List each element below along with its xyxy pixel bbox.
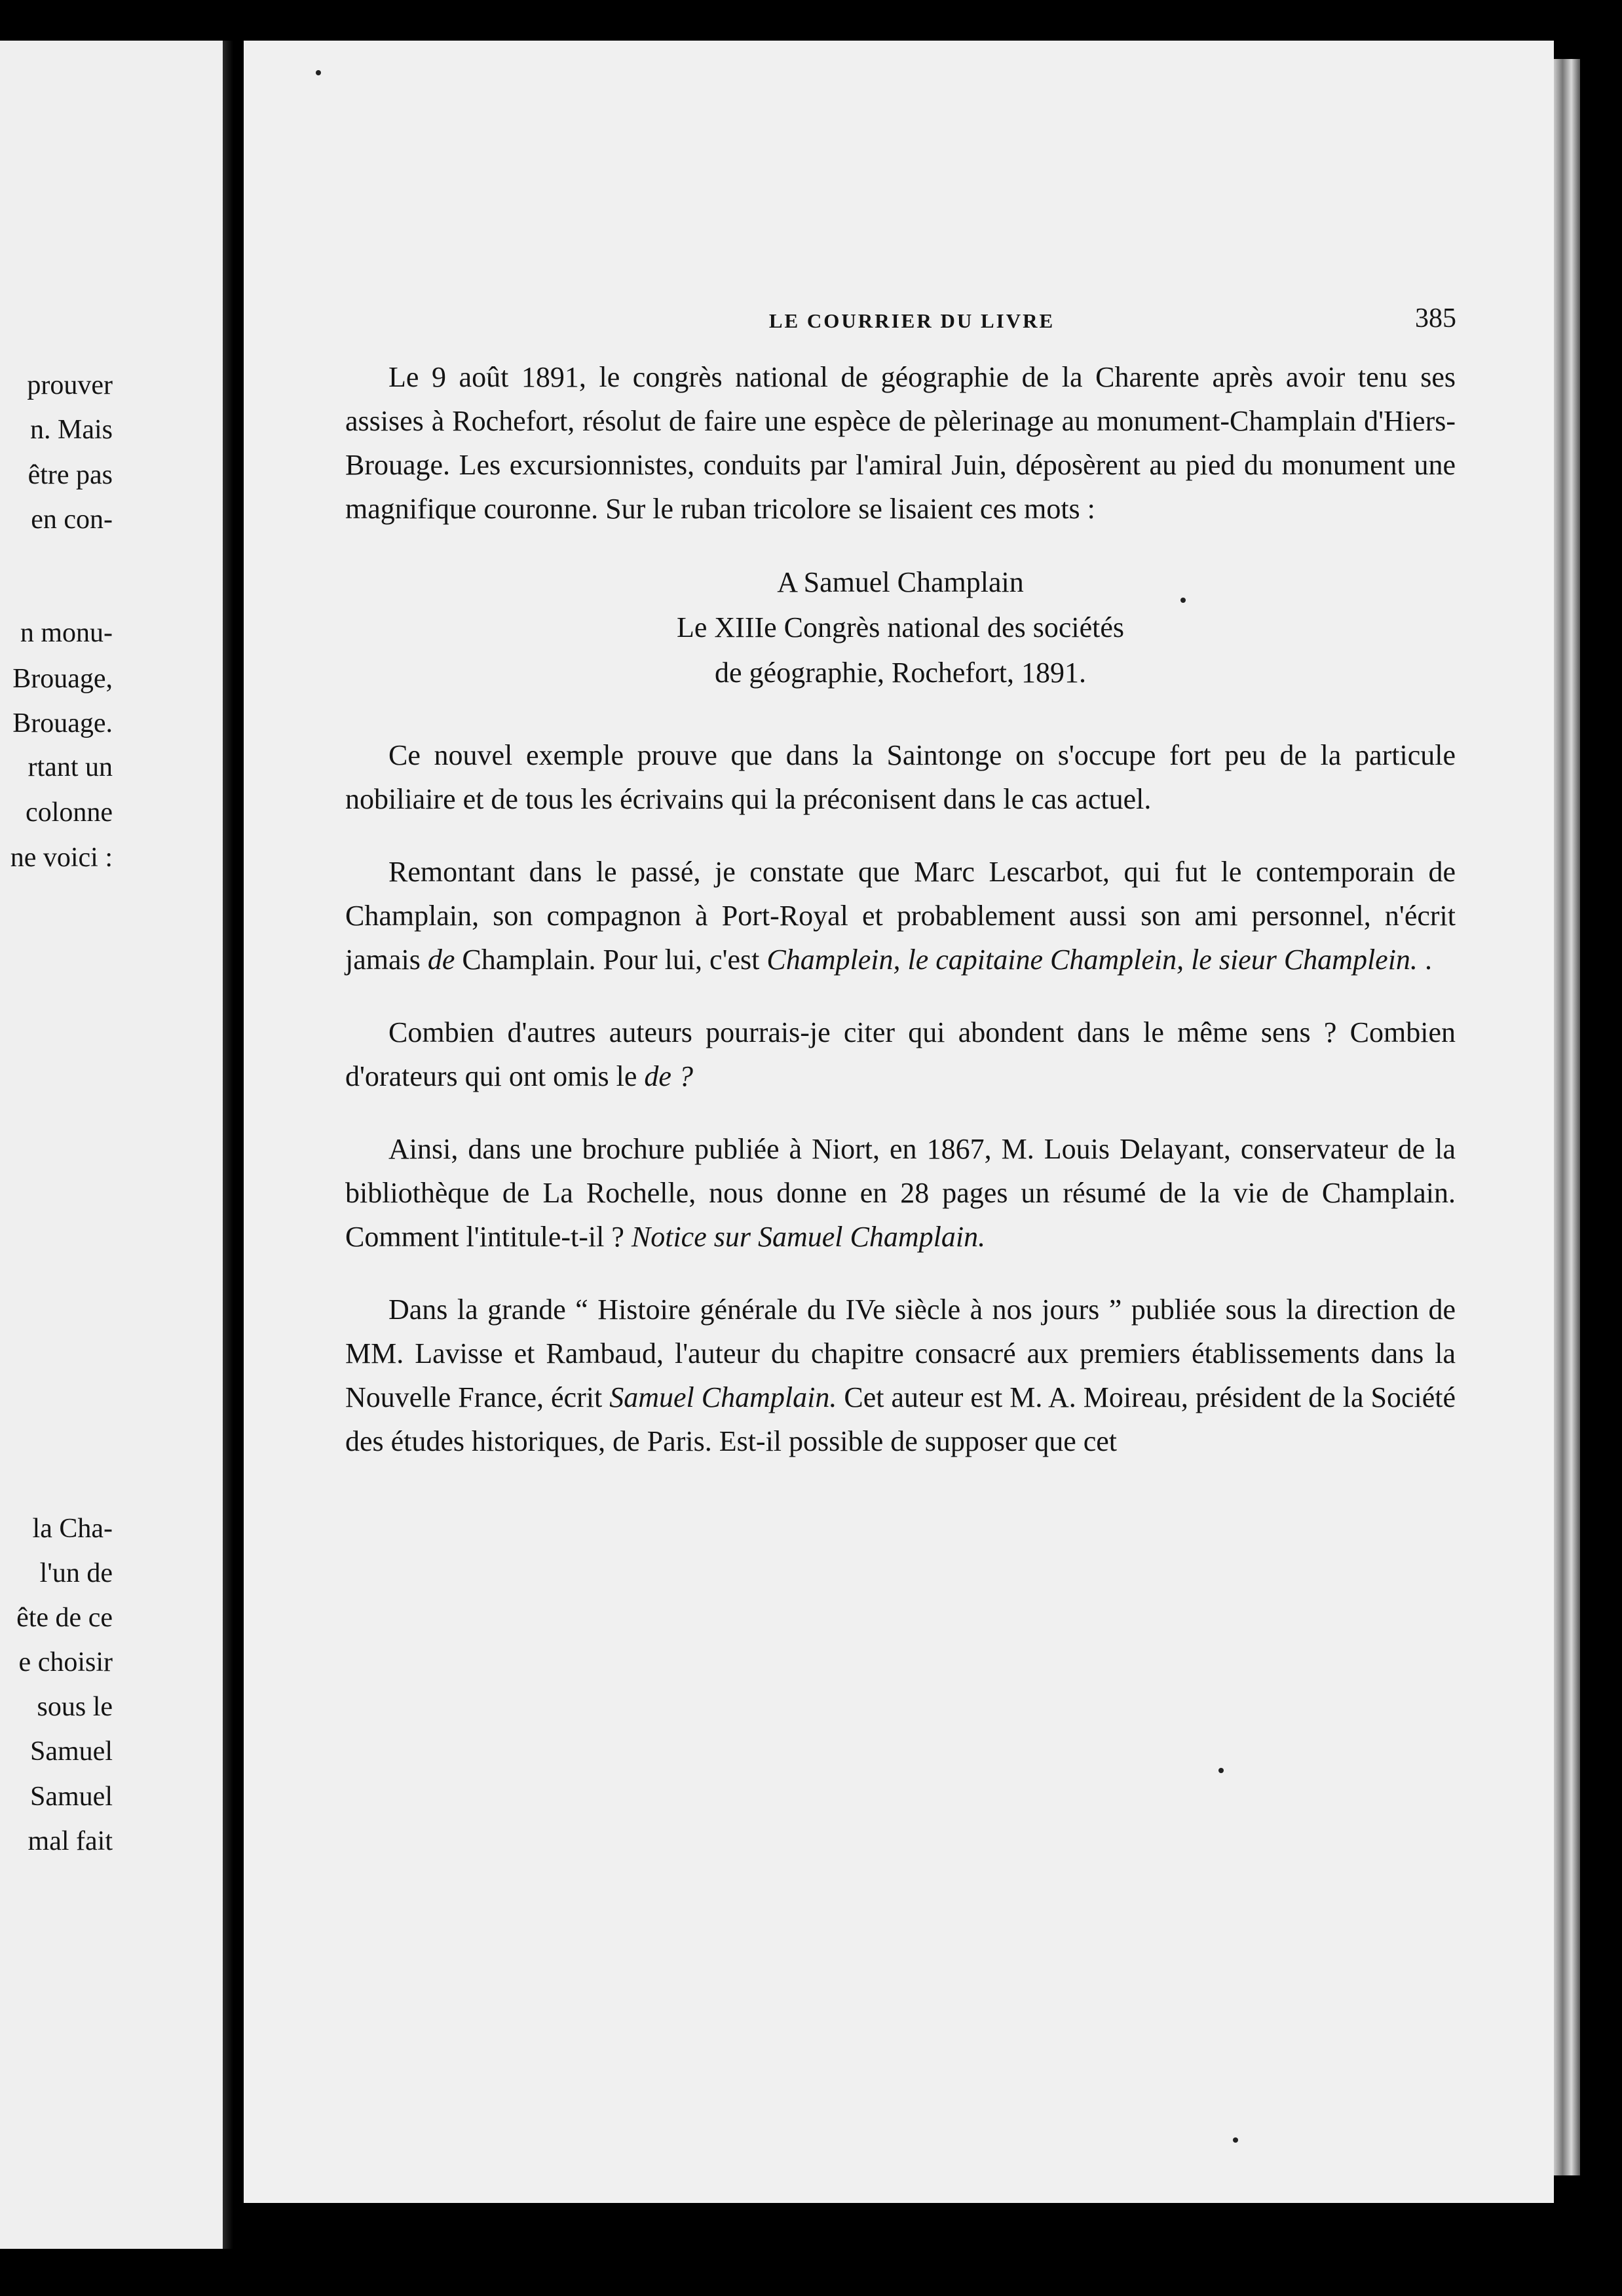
left-page-fragment: prouver	[27, 370, 113, 400]
dedication-line: de géographie, Rochefort, 1891.	[715, 657, 1086, 689]
left-facing-page	[0, 41, 223, 2249]
left-page-fragment: en con-	[31, 505, 113, 535]
dedication-line: A Samuel Champlain	[777, 566, 1024, 598]
paragraph-text: .	[1417, 944, 1432, 976]
main-page	[244, 41, 1554, 2203]
left-page-fragment: l'un de	[39, 1558, 113, 1588]
paragraph-3	[345, 850, 1456, 982]
left-page-fragment: Brouage,	[12, 664, 113, 694]
paragraph-2: Ce nouvel exemple prouve que dans la Saintonge on s'occupe fort peu de la particule nobiliaire et de tous les écrivains qui la préconisent dans le cas actuel.	[345, 739, 1456, 815]
italic-name: Samuel Champlain.	[609, 1381, 837, 1413]
specks	[1218, 1768, 1224, 1773]
left-page-fragment: e choisir	[18, 1647, 113, 1677]
left-page-fragment: Samuel	[30, 1782, 113, 1812]
specks	[1233, 2137, 1238, 2143]
left-page-fragment: n monu-	[20, 618, 113, 648]
left-page-fragment: n. Mais	[30, 415, 113, 445]
paragraph-4	[345, 1010, 1456, 1098]
page-number: 385	[1415, 303, 1456, 334]
left-page-fragment: la Cha-	[32, 1514, 113, 1544]
left-page-fragment: être pas	[28, 460, 113, 490]
left-page-fragment: ne voici :	[10, 843, 113, 873]
specks	[316, 70, 321, 75]
page-header	[244, 303, 1554, 342]
dedication-line: Le XIIIe Congrès national des sociétés	[677, 611, 1124, 643]
paragraph-text: Combien d'autres auteurs pourrais-je citer qui abondent dans le même sens ? Combien d'orateurs qui ont omis le	[345, 1016, 1456, 1092]
book-gutter	[223, 41, 233, 2249]
paragraph-1: Le 9 août 1891, le congrès national de géographie de la Charente après avoir tenu ses assises à Rochefort, résolut de faire une espèce de pèlerinage au monument-Champlain d'Hiers-Brouage. Les excursionnistes, conduits par l'amiral Juin, déposèrent au pied du monument une magnifique couronne. Sur le ruban tricolore se lisaient ces mots :	[345, 361, 1456, 525]
italic-particle: de	[427, 944, 455, 976]
paragraph-text: Champlain. Pour lui, c'est	[455, 944, 767, 976]
italic-title: Notice sur Samuel Champlain.	[631, 1221, 986, 1253]
running-head: LE COURRIER DU LIVRE	[768, 309, 1055, 332]
paragraph-text: Cet auteur est M. A. Moireau, président de la Société des études historiques, de Paris. Est-il possible de supposer que cet	[345, 1381, 1456, 1457]
ribbon-dedication	[345, 560, 1456, 695]
italic-particle: de ?	[644, 1060, 693, 1092]
paragraph-6	[345, 1288, 1456, 1463]
left-page-fragment: sous le	[37, 1692, 113, 1722]
left-page-fragment: Samuel	[30, 1736, 113, 1767]
left-page-fragment: rtant un	[28, 752, 113, 782]
paragraph-5	[345, 1127, 1456, 1259]
left-page-fragment: colonne	[26, 797, 113, 828]
paragraph-text: Dans la grande “ Histoire générale du IVe siècle à nos jours ” publiée sous la direction de MM. Lavisse et Rambaud, l'auteur du chapitre consacré aux premiers établissements dans la Nouvelle France, écrit	[345, 1293, 1456, 1413]
body-text	[345, 355, 1456, 1492]
page-edge-stack	[1554, 59, 1580, 2175]
left-page-fragment: ête de ce	[16, 1603, 113, 1633]
italic-name-forms: Champlein, le capitaine Champlein, le sieur Champlein.	[766, 944, 1418, 976]
left-page-fragment: Brouage.	[12, 708, 113, 738]
left-page-fragment: mal fait	[28, 1826, 113, 1856]
paragraph-text: Ainsi, dans une brochure publiée à Niort, en 1867, M. Louis Delayant, conservateur de la bibliothèque de La Rochelle, nous donne en 28 pages un résumé de la vie de Champlain. Comment l'intitule-t-il ?	[345, 1133, 1456, 1253]
paragraph-text: Remontant dans le passé, je constate que Marc Lescarbot, qui fut le contemporain de Champlain, son compagnon à Port-Royal et probablement aussi son ami personnel, n'écrit jamais	[345, 856, 1456, 976]
